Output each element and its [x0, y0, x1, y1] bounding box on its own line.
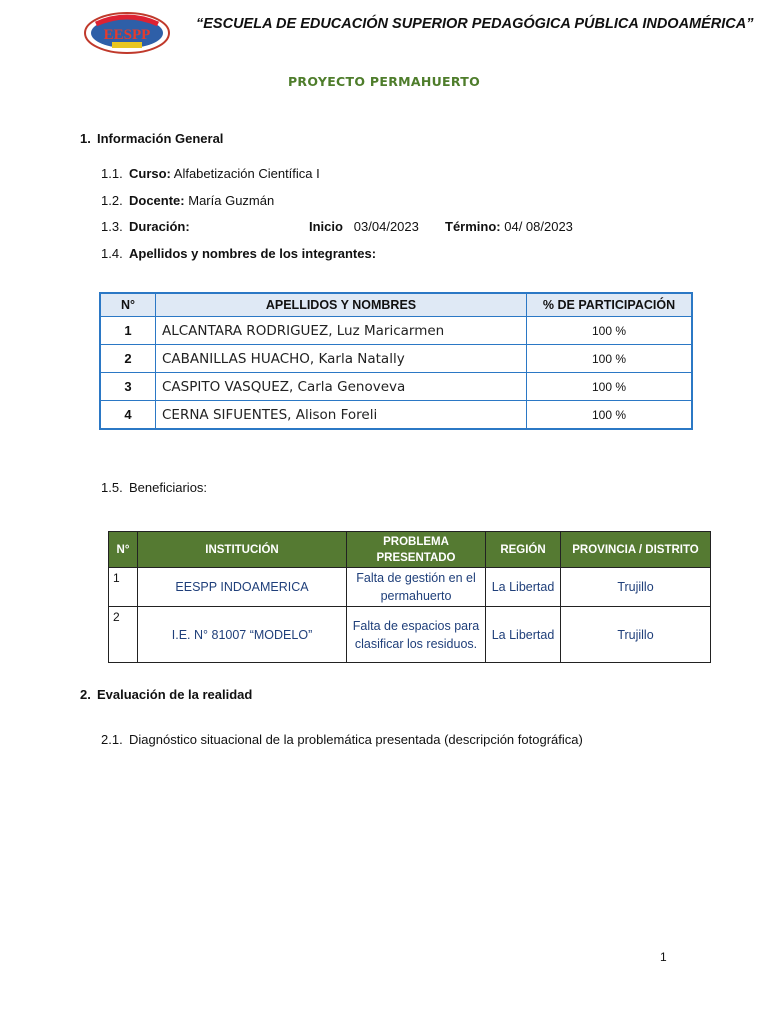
member-participation: 100 % — [527, 317, 693, 345]
inicio-value: 03/04/2023 — [353, 219, 419, 234]
header-participation: % DE PARTICIPACIÓN — [527, 293, 693, 317]
document-title: PROYECTO PERMAHUERTO — [287, 74, 481, 89]
member-name: CABANILLAS HUACHO, Karla Natally — [156, 345, 527, 373]
inicio-label: Inicio — [309, 219, 343, 234]
header-province: PROVINCIA / DISTRITO — [561, 532, 711, 568]
school-name: “ESCUELA DE EDUCACIÓN SUPERIOR PEDAGÓGICA PÚBLICA INDOAMÉRICA” — [196, 16, 754, 32]
integrantes-number: 1.4. — [101, 246, 123, 261]
member-name: ALCANTARA RODRIGUEZ, Luz Maricarmen — [156, 317, 527, 345]
table-row — [100, 373, 692, 401]
school-logo — [84, 12, 170, 54]
section-2-heading — [80, 687, 252, 702]
row-number: 2 — [109, 607, 138, 663]
inicio-field — [309, 219, 419, 234]
table-header-row — [100, 293, 692, 317]
table-header-row — [109, 532, 711, 568]
docente-value: María Guzmán — [184, 193, 275, 208]
termino-value: 04/ 08/2023 — [500, 219, 573, 234]
member-participation: 100 % — [527, 373, 693, 401]
curso-number: 1.1. — [101, 166, 123, 181]
header-number: N° — [109, 532, 138, 568]
integrantes-table — [99, 292, 693, 430]
province-cell: Trujillo — [561, 568, 711, 607]
header-region: REGIÓN — [486, 532, 561, 568]
province-cell: Trujillo — [561, 607, 711, 663]
header-institution: INSTITUCIÓN — [138, 532, 347, 568]
integrantes-label: Apellidos y nombres de los integrantes: — [129, 246, 377, 261]
integrantes-heading — [101, 246, 376, 261]
header-names: APELLIDOS Y NOMBRES — [156, 293, 527, 317]
table-row — [100, 317, 692, 345]
docente-label: Docente: — [129, 193, 185, 208]
diagnostico-number: 2.1. — [101, 732, 123, 747]
table-row — [100, 345, 692, 373]
institution-cell: I.E. N° 81007 “MODELO” — [138, 607, 347, 663]
member-name: CASPITO VASQUEZ, Carla Genoveva — [156, 373, 527, 401]
curso-value: Alfabetización Científica I — [170, 166, 320, 181]
header-number: N° — [100, 293, 156, 317]
page-number: 1 — [660, 950, 667, 964]
member-participation: 100 % — [527, 345, 693, 373]
section-2-number: 2. — [80, 687, 91, 702]
beneficiarios-number: 1.5. — [101, 480, 123, 495]
row-number: 3 — [100, 373, 156, 401]
curso-line — [101, 166, 320, 181]
member-name: CERNA SIFUENTES, Alison Foreli — [156, 401, 527, 430]
table-row — [109, 568, 711, 607]
termino-field — [445, 219, 573, 234]
docente-number: 1.2. — [101, 193, 123, 208]
diagnostico-line — [101, 732, 583, 747]
row-number: 4 — [100, 401, 156, 430]
docente-line — [101, 193, 274, 208]
section-1-number: 1. — [80, 131, 91, 146]
header-problem: PROBLEMA PRESENTADO — [347, 532, 486, 568]
beneficiarios-label: Beneficiarios: — [129, 480, 208, 495]
region-cell: La Libertad — [486, 607, 561, 663]
section-1-title: Información General — [97, 131, 224, 146]
region-cell: La Libertad — [486, 568, 561, 607]
table-row — [100, 401, 692, 430]
duracion-line — [101, 219, 190, 234]
section-1-heading — [80, 131, 223, 146]
row-number: 1 — [109, 568, 138, 607]
duracion-label: Duración: — [129, 219, 190, 234]
section-2-title: Evaluación de la realidad — [97, 687, 253, 702]
beneficiarios-heading — [101, 480, 207, 495]
institution-cell: EESPP INDOAMERICA — [138, 568, 347, 607]
row-number: 1 — [100, 317, 156, 345]
member-participation: 100 % — [527, 401, 693, 430]
logo-text: EESPP — [103, 27, 151, 43]
curso-label: Curso: — [129, 166, 171, 181]
problem-cell: Falta de espacios para clasificar los residuos. — [347, 607, 486, 663]
problem-cell: Falta de gestión en el permahuerto — [347, 568, 486, 607]
row-number: 2 — [100, 345, 156, 373]
diagnostico-label: Diagnóstico situacional de la problemática presentada (descripción fotográfica) — [129, 732, 583, 747]
table-row — [109, 607, 711, 663]
duracion-number: 1.3. — [101, 219, 123, 234]
termino-label: Término: — [445, 219, 501, 234]
beneficiarios-table — [108, 531, 711, 663]
